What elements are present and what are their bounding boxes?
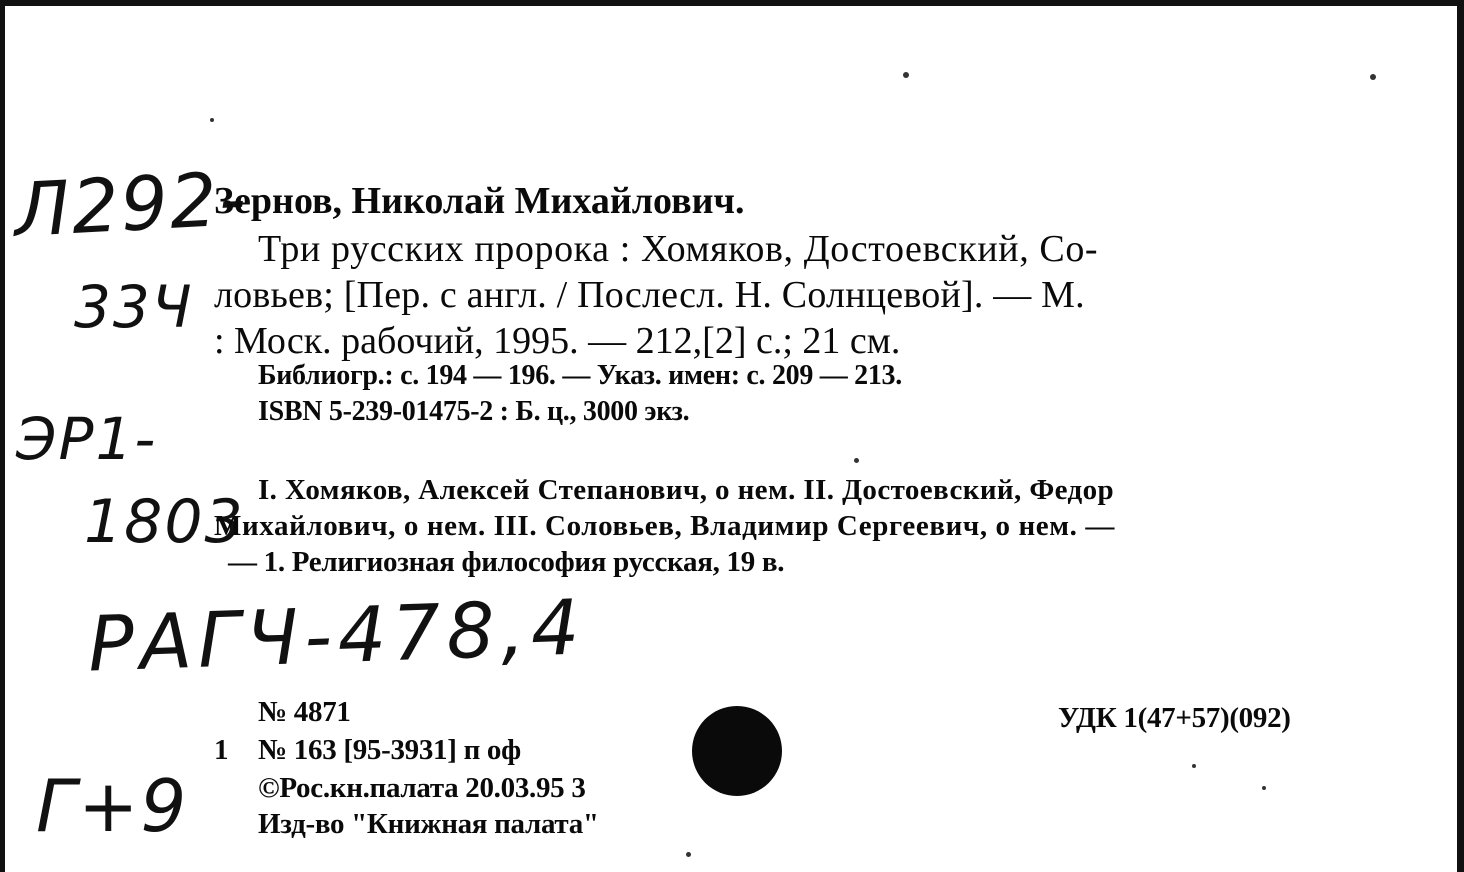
card-title-line: Три русских пророка : Хомяков, Достоевский, Со- [258,228,1099,270]
card-isbn-note: ISBN 5-239-01475-2 : Б. ц., 3000 экз. [258,396,690,427]
card-copies-count: 1 [214,734,229,766]
card-top-edge [0,0,1464,6]
card-udc: УДК 1(47+57)(092) [1058,702,1291,734]
scan-speck [686,852,691,857]
scan-speck [210,118,214,122]
handwritten-shelf-mark-2: 33Ч [74,273,194,341]
handwritten-bottom-mark: Г+9 [36,764,189,848]
scan-speck [903,72,909,78]
handwritten-shelf-mark-3: ЭР1- [16,405,158,473]
handwritten-shelf-mark-4: 1803 [84,487,245,557]
scan-speck [1262,786,1266,790]
scan-speck [854,458,859,463]
card-copyright: ©Рос.кн.палата 20.03.95 3 [258,772,586,804]
card-publisher: Изд-во "Книжная палата" [258,808,599,840]
card-print-line: № 163 [95-3931] п оф [258,734,521,766]
scan-speck [1370,74,1376,80]
scan-speck [1192,764,1196,768]
card-title-line: : Моск. рабочий, 1995. — 212,[2] с.; 21 см. [214,320,901,362]
card-right-edge [1457,0,1464,872]
handwritten-classification-code: РАГЧ-478,4 [86,582,587,689]
card-title-line: ловьев; [Пер. с англ. / Послесл. Н. Солнцевой]. — М. [214,274,1085,316]
card-number: № 4871 [258,696,351,728]
card-bibliography-note: Библиогр.: с. 194 — 196. — Указ. имен: с. 209 — 213. [258,360,902,391]
card-left-edge [0,0,5,872]
card-author: Зернов, Николай Михайлович. [214,180,745,222]
card-subject-line: I. Хомяков, Алексей Степанович, о нем. II. Достоевский, Федор [258,474,1115,506]
handwritten-shelf-mark-1: Л292- [11,155,250,255]
card-subject-line: Михайлович, о нем. III. Соловьев, Владимир Сергеевич, о нем. — [214,510,1115,542]
card-punch-hole [692,706,782,796]
card-subject-line: — 1. Религиозная философия русская, 19 в. [228,546,785,578]
